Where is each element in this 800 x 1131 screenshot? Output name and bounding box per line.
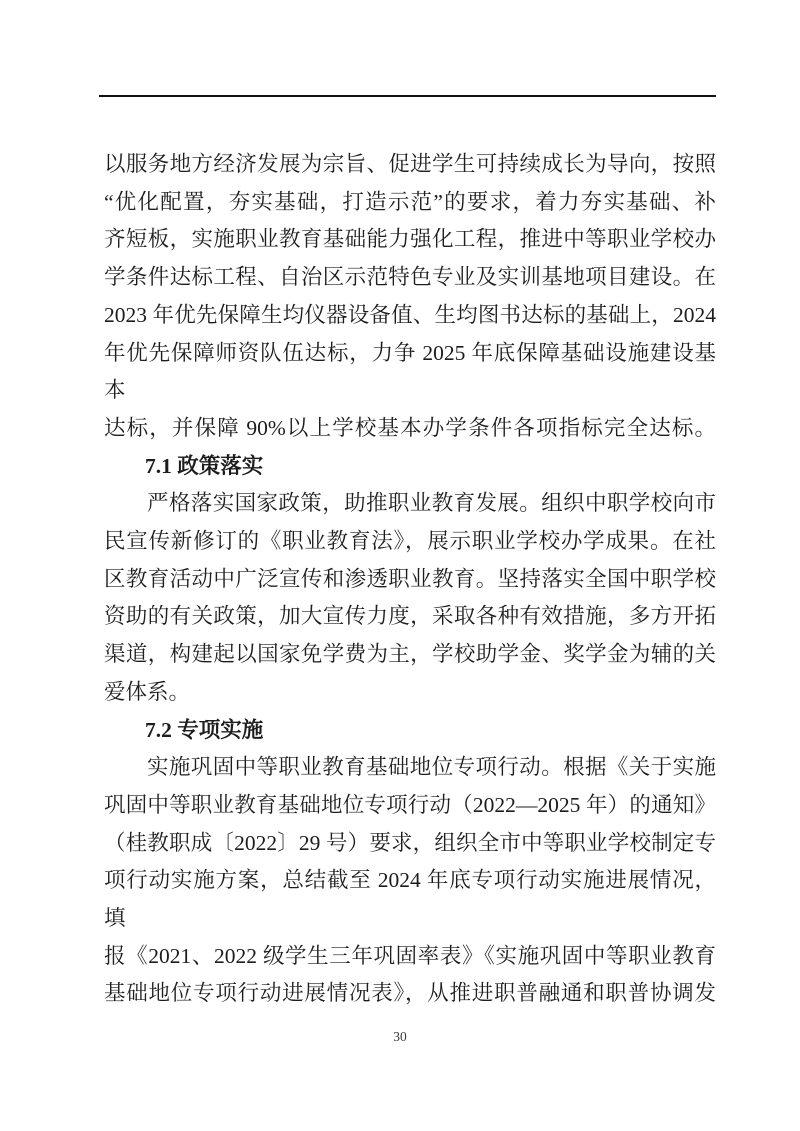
header-rule — [99, 95, 716, 97]
body-text-line: 齐短板，实施职业教育基础能力强化工程，推进中等职业学校办 — [104, 227, 716, 252]
section-heading-7-1: 7.1 政策落实 — [145, 453, 264, 478]
body-text-line: 巩固中等职业教育基础地位专项行动（2022—2025 年）的通知》 — [104, 792, 716, 817]
page-number: 30 — [393, 1029, 407, 1044]
section-heading-7-2: 7.2 专项实施 — [145, 717, 264, 742]
body-text-block — [104, 146, 716, 1013]
body-text-line: 以服务地方经济发展为宗旨、促进学生可持续成长为导向，按照 — [104, 152, 716, 176]
body-text-line: 学条件达标工程、自治区示范特色专业及实训基地项目建设。在 — [104, 265, 716, 290]
body-text-line: 爱体系。 — [104, 679, 191, 704]
body-text-line: 实施巩固中等职业教育基础地位专项行动。根据《关于实施 — [147, 755, 716, 780]
body-text-line: “优化配置，夯实基础，打造示范”的要求，着力夯实基础、补 — [104, 189, 716, 214]
body-text-line: 资助的有关政策，加大宣传力度，采取各种有效措施，多方开拓 — [104, 604, 716, 629]
body-text-line: 民宣传新修订的《职业教育法》，展示职业学校办学成果。在社 — [104, 529, 716, 554]
body-text-line: 区教育活动中广泛宣传和渗透职业教育。坚持落实全国中职学校 — [104, 566, 716, 591]
body-text-line: 项行动实施方案，总结截至 2024 年底专项行动实施进展情况，填 — [104, 868, 716, 931]
body-text-line: 2023 年优先保障生均仪器设备值、生均图书达标的基础上，2024 — [104, 302, 716, 327]
body-text-line: 渠道，构建起以国家免学费为主，学校助学金、奖学金为辅的关 — [104, 642, 716, 667]
body-text-line: 严格落实国家政策，助推职业教育发展。组织中职学校向市 — [147, 491, 716, 516]
body-text-line: 报《2021、2022 级学生三年巩固率表》《实施巩固中等职业教育 — [104, 943, 716, 968]
body-text-line: 年优先保障师资队伍达标，力争 2025 年底保障基础设施建设基本 — [104, 340, 716, 403]
body-text-line: 达标，并保障 90%以上学校基本办学条件各项指标完全达标。 — [104, 415, 716, 440]
body-text-line: 基础地位专项行动进展情况表》，从推进职普融通和职普协调发 — [104, 981, 716, 1006]
body-text-line: （桂教职成〔2022〕29 号）要求，组织全市中等职业学校制定专 — [104, 830, 716, 855]
